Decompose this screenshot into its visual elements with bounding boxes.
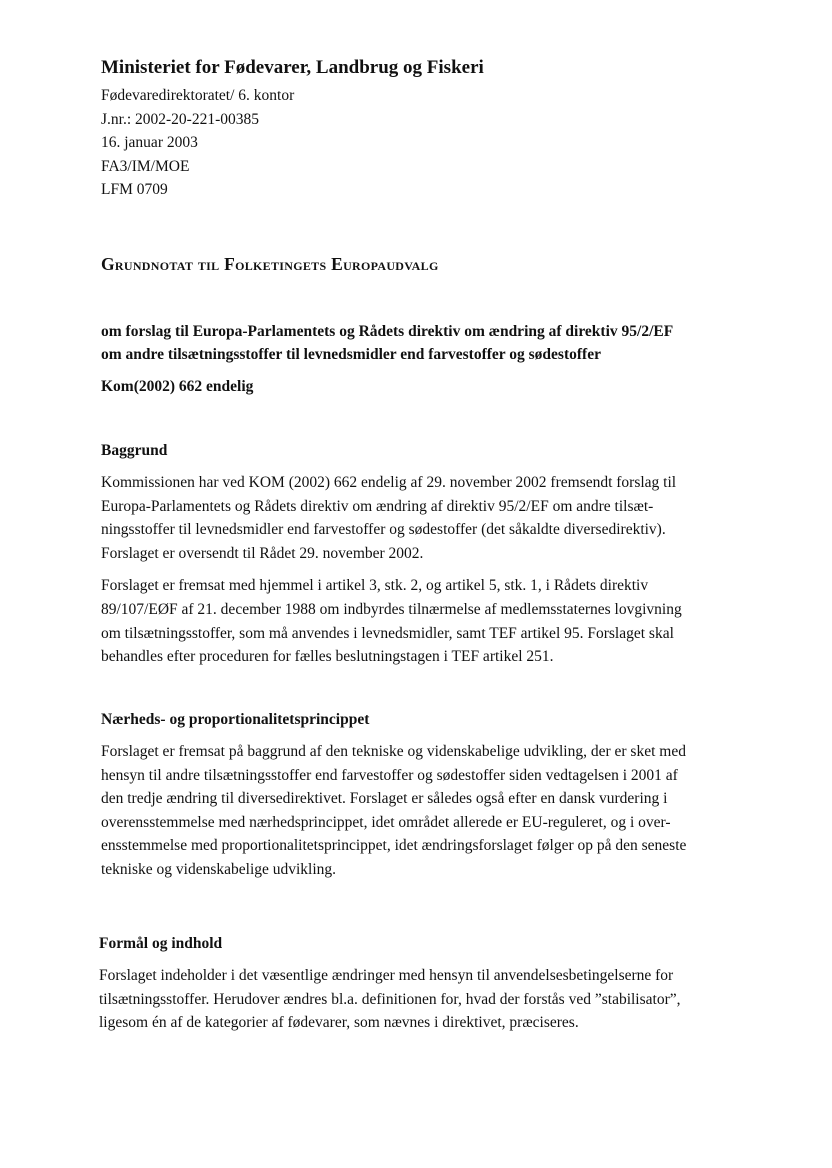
department: Fødevaredirektoratet/ 6. kontor — [101, 87, 295, 104]
section-heading: Baggrund — [101, 442, 168, 459]
text-line: Forslaget indeholder i det væsentlige ændringer med hensyn til anvendelsesbetingelserne for — [99, 967, 674, 984]
section-naerheds-proportionalitet — [101, 708, 741, 891]
document-type-title: Grundnotat til Folketingets Europaudvalg — [101, 254, 439, 274]
text-line: om tilsætningsstoffer, som må anvendes i levnedsmidler, samt TEF artikel 95. Forslaget skal — [101, 624, 674, 642]
text-line: tekniske og videnskabelige udvikling. — [101, 860, 337, 878]
text-line: ningsstoffer til levnedsmidler end farvestoffer og sødestoffer (det såkaldte diversedirektiv). — [101, 521, 666, 539]
section-baggrund — [101, 439, 741, 678]
text-line: Forslaget er fremsat med hjemmel i artikel 3, stk. 2, og artikel 5, stk. 1, i Rådets direktiv — [101, 577, 649, 595]
section-formaal-indhold — [99, 932, 739, 1044]
text-line: hensyn til andre tilsætningsstoffer end farvestoffer og sødestoffer siden vedtagelsen i 2001 af — [101, 766, 678, 784]
subject-line-1: om forslag til Europa-Parlamentets og Rådets direktiv om ændring af direktiv 95/2/EF — [101, 323, 674, 340]
text-line: tilsætningsstoffer. Herudover ændres bl.a. definitionen for, hvad der forstås ved ”stabilisator”, — [99, 990, 681, 1008]
text-line: Forslaget er fremsat på baggrund af den tekniske og videnskabelige udvikling, der er sket med — [101, 743, 686, 760]
subject-block — [101, 320, 741, 366]
paragraph — [99, 964, 739, 1035]
subject-line-2: om andre tilsætningsstoffer til levnedsmidler end farvestoffer og sødestoffer — [101, 346, 601, 363]
text-line: overensstemmelse med nærhedsprincippet, idet området allerede er EU-reguleret, og i over- — [101, 813, 671, 831]
paragraph — [101, 740, 741, 882]
text-line: ligesom én af de kategorier af fødevarer, som nævnes i direktivet, præciseres. — [99, 1014, 579, 1032]
text-line: 89/107/EØF af 21. december 1988 om indbyrdes tilnærmelse af medlemsstaternes lovgivning — [101, 600, 682, 618]
document-date: 16. januar 2003 — [101, 134, 198, 151]
text-line: Europa-Parlamentets og Rådets direktiv om ændring af direktiv 95/2/EF om andre tilsæt- — [101, 497, 654, 515]
section-heading: Formål og indhold — [99, 935, 223, 952]
text-line: Kommissionen har ved KOM (2002) 662 endelig af 29. november 2002 fremsendt forslag til — [101, 474, 677, 491]
document-header — [101, 56, 741, 202]
lfm-number: LFM 0709 — [101, 181, 168, 198]
text-line: behandles efter proceduren for fælles beslutningstagen i TEF artikel 251. — [101, 648, 554, 666]
commission-reference: Kom(2002) 662 endelig — [101, 378, 254, 395]
ministry-name: Ministeriet for Fødevarer, Landbrug og Fiskeri — [101, 57, 484, 78]
journal-number: J.nr.: 2002-20-221-00385 — [101, 110, 260, 128]
paragraph — [101, 574, 741, 668]
section-heading: Nærheds- og proportionalitetsprincippet — [101, 711, 370, 728]
text-line: den tredje ændring til diversedirektivet. Forslaget er således også efter en dansk vurdering i — [101, 790, 668, 808]
text-line: Forslaget er oversendt til Rådet 29. november 2002. — [101, 544, 424, 562]
paragraph — [101, 471, 741, 565]
reference-code: FA3/IM/MOE — [101, 157, 190, 175]
text-line: ensstemmelse med proportionalitetsprincippet, idet ændringsforslaget følger op på den seneste — [101, 837, 687, 855]
